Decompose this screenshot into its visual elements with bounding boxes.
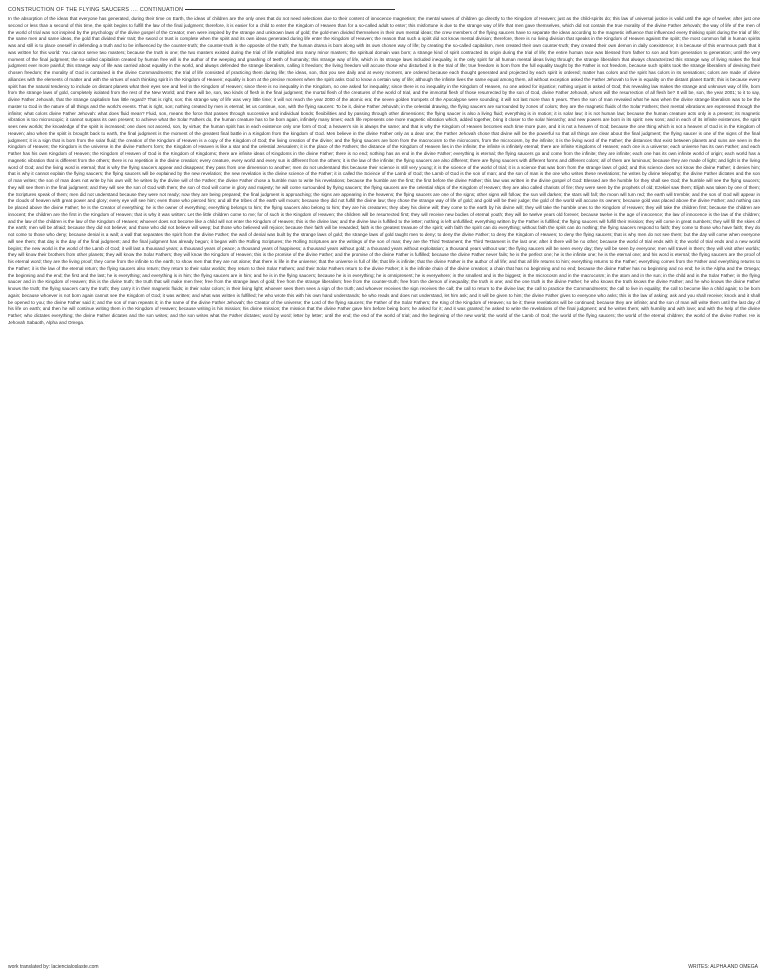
footer-translator-credit: work translated by: laciencialoslaste.com [8,964,99,970]
footer-author-signature: WRITES: ALPHA AND OMEGA [688,964,758,970]
document-page [8,6,760,966]
page-title: CONSTRUCTION OF THE FLYING SAUCERS .... CONTINUATION [8,7,184,13]
page-title-line [8,6,760,14]
title-underline [185,9,395,10]
body-text: In the absorption of the ideas that everyone has generated, during their time on Earth, the ideas of children are the only ones that do not need selections due to their content of innocence magnetism; the mental waves of children go directly to the Kingdom of Heaven; just as the child-spirits do; this law of universal justice is valid until the age of twelve; after just one second or less than a second of this time, the spirit begins to fulfill the law of the final judgment; therefore, it is easier for a child to enter the Kingdom of Heaven than for a so-called adult to enter; this misfortune is due to the strange way of life that men gave themselves, which did not contain the true morality of the divine Father Jehovah; the way of life of the men of the world of trial was not inspired by the psychology of the divine gospel of the Creator; men were inspired by the strange and unknown laws of gold; the gold-men divided themselves in their own mental ideas; the crew members of the flying saucers have to separate the ideas according to the magnetic influence that influenced every thinking spirit during the trial of life; the same men and same ideas, the gold that divided their trait; the sword or trust is complete when the spirit and its own ideas generated during life enter the Kingdom of Heaven; the reason that such a spirit did not know mental division; therefore, there is no living division that speaks in the Kingdom of Heaven against the spirit; the most common fall in human spirits was and still is to place oneself in defending a truth and to be influenced by the counter-truth; the counter-truth is the opposite of the truth; the human drama is born along with its own chosen way of life; by creating the so-called capitalism, men created their own counter-truth; they created their own demon in daily coexistence; it is because of this enormous path that it was written for this world: You cannot serve two masters; because the truth is one; the two masters existed during the trial of life multiplied into many minor masters; the spiritual domain was born; a strange kind of spirit contracted its origin during the trial of life; the entire human race was blessed from father to son and from generation to generation; until the very moment of the final judgment; the so-called capitalism created by human free will is the author of the weeping and gnashing of teeth of humanity; this strange way of life, which in its strange laws included inequality, is the only spirit for all human mental ideas living through; the strange liberalism that always characterized this strange way of living makes the final judgment ever more painful; this strange way of life was carried about equality in the world, and always defended the strange liberalism, calling it freedom; the living freedom will accuse those who disturbed it in the trial of life; true freedom is born from the full equality taught by the Father is not freedom, because such spirits took the strange liberalism of devising their chosen freedom; the morality of God is contained in the divine Commandments; the trial of life consisted of practicing them during life; the ideas, son, that you see daily and at every moment, are ordered because each thought generated and projected by each spirit is ordered; matter has colors and the spirit has colors in its sensations; colors are made of divine alliances with the elements of matter and with the virtues of each thinking spirit in the Kingdom of Heaven; equality is born at the precise moment when the spirit asks God to know a certain way of life; although the infinite lives the same equal among them, all without exception asked the Father Jehovah to live in equality on the distant planet Earth; this is because every spirit has the natural tendency to include on distant planets what their eyes see and feel in the Kingdom of Heaven; since there is no inequality in the Kingdom, no one asked for inequality; since there is no inequality in the Kingdom of Heaven, no one asked for injustice; nothing unjust is asked of God; this revealing law makes the strange and unknown way of life, born from the strange laws of gold, completely isolated from the rest of the New World; and there will be, son, two kinds of flesh in the final judgment; the mortal flesh of the creatures of the world of trial, and the immortal flesh of those resurrected by the son of God, divine Father Jehovah, whom will the resurrection of all flesh be? It will be, son, the year 2001; to it to say, divine Father Jehovah, that the strange capitalism has little regard? That is right, son; this strange way of life was very little time; it will not reach the year 2000 of the atomic era; the seven golden trumpets of the Apocalypse were sounding; it will not last more than 5 years. Then the son of man revealed what he was when the divine strange liberalism was to be the master to God in the nature of all things and the world's events. That is right, son; nothing created by men is eternal; let us continue, son, with the flying saucers: To be it, divine Father Jehovah; in the celestial drawing, the flying saucers are surrounded by zones of colors; they are the magnetic fluids of the Solar Fathers; their mental vibrations are expressed through the infinite; what colors divine Father Jehovah: what does fluid mean? Fluid, son, means the force that passes through successive and individual bonds; flexibilities and by passing through other dimensions; the flying saucer is also a living fluid; everything is in motion; it is solar law; it is not human law; because the human creature acts only in a present; its magnetic vibration is too microscopic; it cannot surpass its own present; to achieve what the Solar Fathers do, the human creature has to be born again, infinitely many times; each life represents one more magnetic vibration which, added together, bring it closer to the solar hierarchy; and new powers are born in its spirit: new sons; and in each of its infinite existences, the spirit sees new worlds; the knowledge of the spirit is increased; one does not ascend, son, by virtue; the human spirit has in each existence only one form of God; a heaven's sin is always the same; and that is why the Kingdom of Heaven becomes each time more pure, and it is not a heaven of God; because the one thing which is not a heaven of God is in the Kingdom of Heaven; also when the spirit is brought back to earth, the final judgment is the moment of the greatest final battle in a Kingdom from the kingdom of God. Men believe in the divine Father only as a dear one; the Father Jehovah chose that divine will be the powerful so that all things are clear about the final judgment; the flying saucer is one of the signs of the final judgment; it is a sign that is born from the solar fluid; the creation of the Kingdom of Heaven is a copy of the Kingdom of God; the living creation of the divine; and the flying saucers are born from the macrocosm to the microcosm, from the microcosm, by the infinite; it is the living word of the Father; the distances that exist between planets and suns are seen in the Kingdom of Heaven; the Kingdom is the universe in the divine Father's form; the Kingdom of Heaven is like a star and the celestial Jerusalem; it is the place of the Fathers; the distance of the Kingdom of Heaven lies in the infinite; the infinite is infinitely eternal; there are infinite Kingdoms of Heaven; each one is a universe; each universe has its own Father; and each Father has his own Kingdom of Heaven; the Kingdom of Heaven of God is the Kingdom of Kingdoms; there are infinite ideas of Kingdoms in the divine Father; there is no end; nothing has an end in the divine Father; everything is eternal; the flying saucers go and come from the infinite; they are infinite; each one has its own infinite world of origin; each world has a magnetic vibration that is different from the others; there is no repetition in the divine creation; every creature, every world and every sun is different from the others; it is the law of the infinite; the flying saucers are also different; there are flying saucers with different forms and different colors; all of them are luminous; because they are made of light; and light is the living word of God; and the living word is eternal; that is why the flying saucers appear and disappear; they pass from one dimension to another; men do not understand this because their science is still very young; it is the science of the world of trial; it is a science that was born from the strange laws of gold; and this science does not know the divine Father; it denies him; that is why it cannot explain the flying saucers; the flying saucers will be explained by the new revelation; the new revelation is the divine science of the Father; it is called the Science of the Lamb of God; the Lamb of God is the son of man; and the son of man is the one who writes these revelations; he writes by divine telepathy; the divine Father dictates and the son of man writes; the son of man does not write by his own will; he writes by the divine will of the Father; the divine Father chose a humble man to write his revelations; because the humble are the first; the first before the divine Father; this law was written in the divine gospel of God: Blessed are the humble for they shall see God; the humble will see the flying saucers; they will see them in the final judgment; and they will see the son of God with them; the son of God will come in glory and majesty; he will come surrounded by flying saucers; the flying saucers are the celestial ships of the Kingdom of Heaven; they are also called chariots of fire; they were seen by the prophets of old; Ezekiel saw them; Elijah was taken by one of them; the Scriptures speak of them; men did not understand because they were not ready; now they are being prepared; the final judgment is approaching; the signs are appearing in the heavens; the flying saucers are one of the signs; other signs will follow; the sun will darken; the stars will fall; the moon will turn red; the earth will tremble; and the son of God will appear in the clouds of heaven with great power and glory; every eye will see him; even those who pierced him; and all the tribes of the earth will mourn; because they did not fulfill the divine law; they chose the strange way of life of gold; and gold will be their judge; the gold of the world will accuse its owners; because gold was placed above the divine Father; and nothing can be placed above the divine Father; he is the Creator of everything; he is the owner of everything; everything belongs to him; the flying saucers also belong to him; they are his creatures; they obey his divine will; they come to the earth by his divine will; they will take the humble ones to the Kingdom of Heaven; they will take the children first; because the children are innocent; the children are the first in the Kingdom of Heaven; that is why it was written: Let the little children come to me; for of such is the Kingdom of Heaven; the children will be resurrected first; they will receive new bodies of eternal youth; they will be twelve years old forever; because twelve is the age of innocence; the law of innocence is the law of the children; and the law of the children is the law of the Kingdom of Heaven; whoever does not become like a child will not enter the Kingdom of Heaven; this is the divine law; and the divine law is fulfilled to the letter; nothing is left unfulfilled; everything written by the Father is fulfilled; the flying saucers will fulfill their mission; they will come in great numbers; they will fill the skies of the earth; men will be afraid; because they did not believe; and those who did not believe will weep; but those who believed will rejoice; because their faith will be rewarded; faith is the greatest treasure of the spirit; with faith the spirit can do everything; without faith the spirit can do nothing; the flying saucers respond to faith; they come to those who have faith; they do not come to those who deny; because denial is a wall; a wall that separates the spirit from the divine Father; the wall of denial was built by the strange laws of gold; the strange laws of gold taught men to deny; to deny the divine Father; to deny the Kingdom of Heaven; to deny the flying saucers; that is why men do not see them; but the day will come when everyone will see them; that day is the day of the final judgment; and the final judgment has already begun; it began with the Rolling Scriptures; the Rolling Scriptures are the writings of the son of man; they are the Third Testament; the Third Testament is the last one; after it there will be no other; because the world of trial ends with it; the world of trial ends and a new world begins; the new world is the world of the Lamb of God; it will last a thousand years; a thousand years of peace; a thousand years of happiness; a thousand years without gold; a thousand years without exploitation; a thousand years without war; the flying saucers will be seen every day; they will be seen by everyone; men will travel in them; they will visit other worlds; they will know their brothers from other planets; they will know the Solar Fathers; they will know the Kingdom of Heaven; this is the promise of the divine Father; and the promise of the divine Father is fulfilled; because the divine Father never fails; he is the perfect one; he is the infinite one; he is the eternal one; and his word is eternal; the flying saucers are the proof of his eternal word; they are the living proof; they come from the infinite to the earth; to show men that they are not alone; that there is life in the universe; that the universe is full of life; that life is infinite; that the divine Father is the author of all life; and that all life returns to him; everything returns to the Father; everything comes from the Father and everything returns to the Father; it is the law of the eternal return; the flying saucers also return; they return to their solar worlds; they return to their Solar Fathers; and their Solar Fathers return to the divine Father; it is the infinite chain of the divine creation; a chain that has no beginning and no end; because the divine Father has no beginning and no end; he is the Alpha and the Omega; the beginning and the end; the first and the last; he is everything; and everything is in him; the flying saucers are in him; and he is in the flying saucers; because he is in everything; he is omnipresent; he is everywhere; in the smallest and in the biggest; in the microcosm and in the macrocosm; in the atom and in the sun; in the child and in the Solar Father; in the flying saucer and in the Kingdom of Heaven; this is the divine truth; the truth that will make men free; free from the strange laws of gold; free from the strange liberalism; free from the counter-truth; free from the demon of inequality; the truth is one; and the one truth is the divine Father; he who knows the truth knows the divine Father; and he who knows the divine Father knows the truth; the flying saucers carry the truth; they carry it in their magnetic fluids; in their solar colors; in their living light; whoever sees them sees a sign of the truth; and whoever receives the sign receives the call; the call to return to the divine law; the call to practice the Commandments; the call to live in equality; the call to become like a child again; to be born again; because whoever is not born again cannot see the Kingdom of God; it was written; and what was written is fulfilled; he who wrote this with his own hand understands; he who reads and does not understand, let him ask; and it will be given to him; the divine Father gives to everyone who asks; this is the law of asking; ask and you shall receive; knock and it shall be opened to you; the divine Father said it; and the son of man repeats it; in the name of the divine Father Jehovah; the Creator of the universe; the Lord of the flying saucers; the Father of the Solar Fathers; the King of the Kingdom of Heaven; so be it; these revelations will be continued; because they are infinite; and the son of man will write them until the last day of his life on earth; and then he will continue writing them in the Kingdom of Heaven; because writing is his mission; his divine mission; the mission that the divine Father gave him before being born; he asked for it; and it was granted; he asked to write the revelations of the final judgment; and he writes them; with humility and with love; and with the help of the divine Father; who dictates everything; the divine Father dictates and the son writes; and the son writes what the Father dictates; word by word; letter by letter; until the end; the end of the world of trial; and the beginning of the new world; the world of the Lamb of God; the world of the flying saucers; the world of the eternal children; the world of the divine Father. He is Jehovah Sabaoth, Alpha and Omega. [8,16,760,325]
page-footer [8,962,758,972]
